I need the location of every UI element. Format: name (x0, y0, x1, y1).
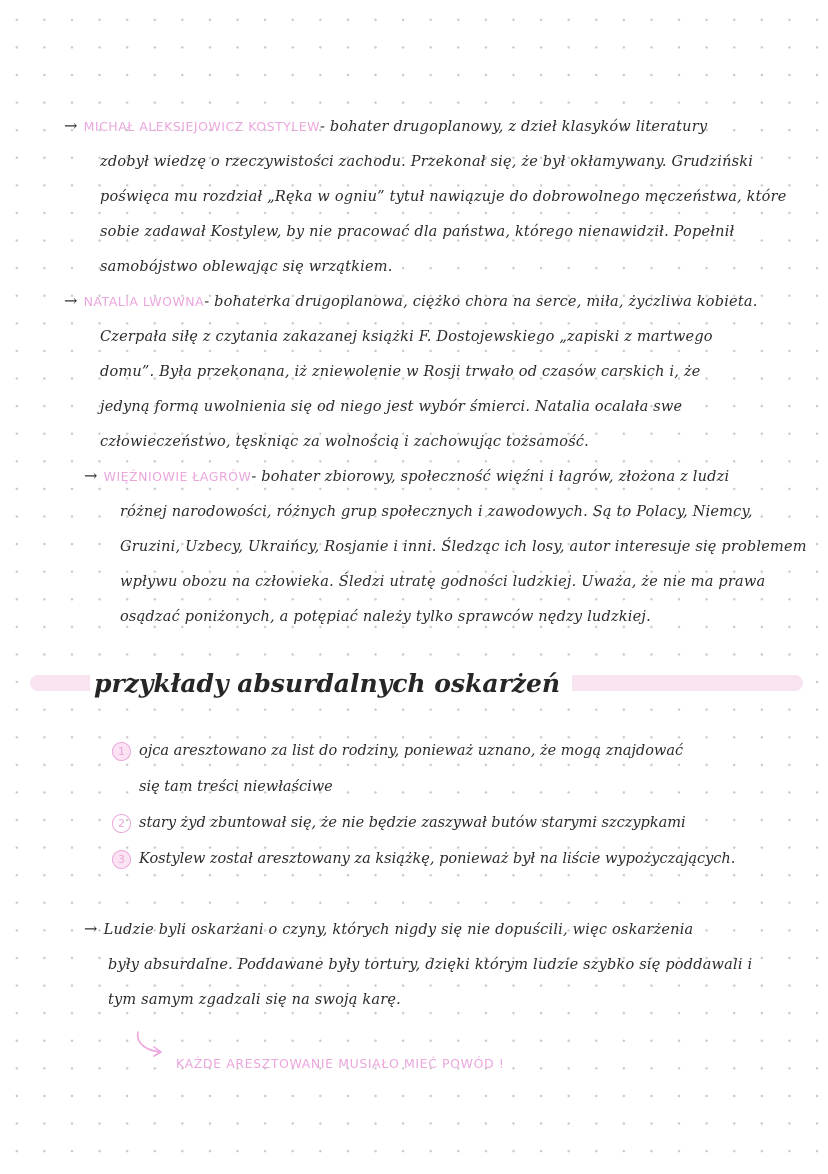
entry-first-line (84, 458, 784, 495)
entry-text: samobójstwo oblewając się wrzątkiem. (100, 259, 393, 275)
entry-text: Czerpała siłę z czytania zakazanej książki F. Dostojewskiego „zapiski z martwego (100, 329, 713, 345)
entry-text: różnej narodowości, różnych grup społecznych i zawodowych. Są to Polacy, Niemcy, (120, 504, 753, 520)
curved-arrow-icon (132, 1030, 166, 1058)
character-entry-kostylew (64, 108, 787, 285)
summary-text: Ludzie byli oskarżani o czyny, których nigdy się nie dopuścili, więc oskarżenia (103, 922, 694, 938)
entry-text: zdobył wiedzę o rzeczywistości zachodu. Przekonał się, że był okłamywany. Grudziński (100, 154, 754, 170)
right-arrow-icon: → (84, 466, 98, 485)
entry-text: poświęca mu rozdział „Ręka w ogniu” tytuł nawiązuje do dobrowolnego męczeństwa, które (100, 189, 787, 205)
character-name: NATALIA LWOWNA (83, 294, 205, 309)
character-name: MICHAŁ ALEKSIEJOWICZ KOSTYLEW (83, 119, 321, 134)
list-item (112, 733, 792, 769)
entry-first-line (64, 283, 764, 320)
entry-text: osądzać poniżonych, a potępiać należy tylko sprawców nędzy ludzkiej. (120, 609, 651, 625)
list-item-text: ojca aresztowano za list do rodziny, ponieważ uznano, że mogą znajdować (139, 743, 684, 759)
entry-text: Gruzini, Uzbecy, Ukraińcy, Rosjanie i inni. Śledząc ich losy, autor interesuje się problemem (120, 539, 807, 555)
callout-text: KAŻDE ARESZTOWANIE MUSIAŁO MIEĆ POWÓD ! (176, 1056, 505, 1071)
summary-text: tym samym zgadzali się na swoją karę. (108, 992, 401, 1008)
character-entry-prisoners (84, 458, 807, 635)
entry-text: jedyną formą uwolnienia się od niego jest wybór śmierci. Natalia ocalała swe (100, 399, 683, 415)
right-arrow-icon: → (64, 116, 78, 135)
summary-first-line (84, 911, 784, 948)
list-item (112, 805, 792, 841)
entry-text: sobie zadawał Kostylew, by nie pracować dla państwa, którego nienawidził. Popełnił (100, 224, 735, 240)
summary-note (84, 911, 784, 1018)
right-arrow-icon: → (84, 919, 98, 938)
list-item-text: stary żyd zbuntował się, że nie będzie zaszywał butów starymi szczypkami (139, 815, 686, 831)
accusations-list (112, 733, 792, 877)
entry-text: - bohater zbiorowy, społeczność więźni i łagrów, złożona z ludzi (251, 469, 730, 485)
entry-text: wpływu obozu na człowieka. Śledzi utratę godności ludzkiej. Uważa, że nie ma prawa (120, 574, 766, 590)
list-item (112, 841, 792, 877)
section-heading: przykłady absurdalnych oskarżeń (90, 664, 572, 704)
number-badge: 1 (112, 742, 131, 761)
entry-first-line (64, 108, 764, 145)
character-entry-natalia (64, 283, 764, 460)
right-arrow-icon: → (64, 291, 78, 310)
character-name: WIĘŹNIOWIE ŁAGRÓW (103, 469, 252, 484)
list-item-text: Kostylew został aresztowany za książkę, ponieważ był na liście wypożyczających. (139, 851, 736, 867)
entry-text: - bohaterka drugoplanowa, ciężko chora na serce, miła, życzliwa kobieta. (204, 294, 758, 310)
list-item-continuation: się tam treści niewłaściwe (139, 779, 333, 795)
number-badge: 3 (112, 850, 131, 869)
entry-text: człowieczeństwo, tęskniąc za wolnością i zachowując tożsamość. (100, 434, 589, 450)
number-badge: 2 (112, 814, 131, 833)
entry-text: - bohater drugoplanowy, z dzieł klasyków literatury (320, 119, 708, 135)
entry-text: domu”. Była przekonana, iż zniewolenie w Rosji trwało od czasów carskich i, że (100, 364, 701, 380)
summary-text: były absurdalne. Poddawane były tortury, dzięki którym ludzie szybko się poddawali i (108, 957, 753, 973)
